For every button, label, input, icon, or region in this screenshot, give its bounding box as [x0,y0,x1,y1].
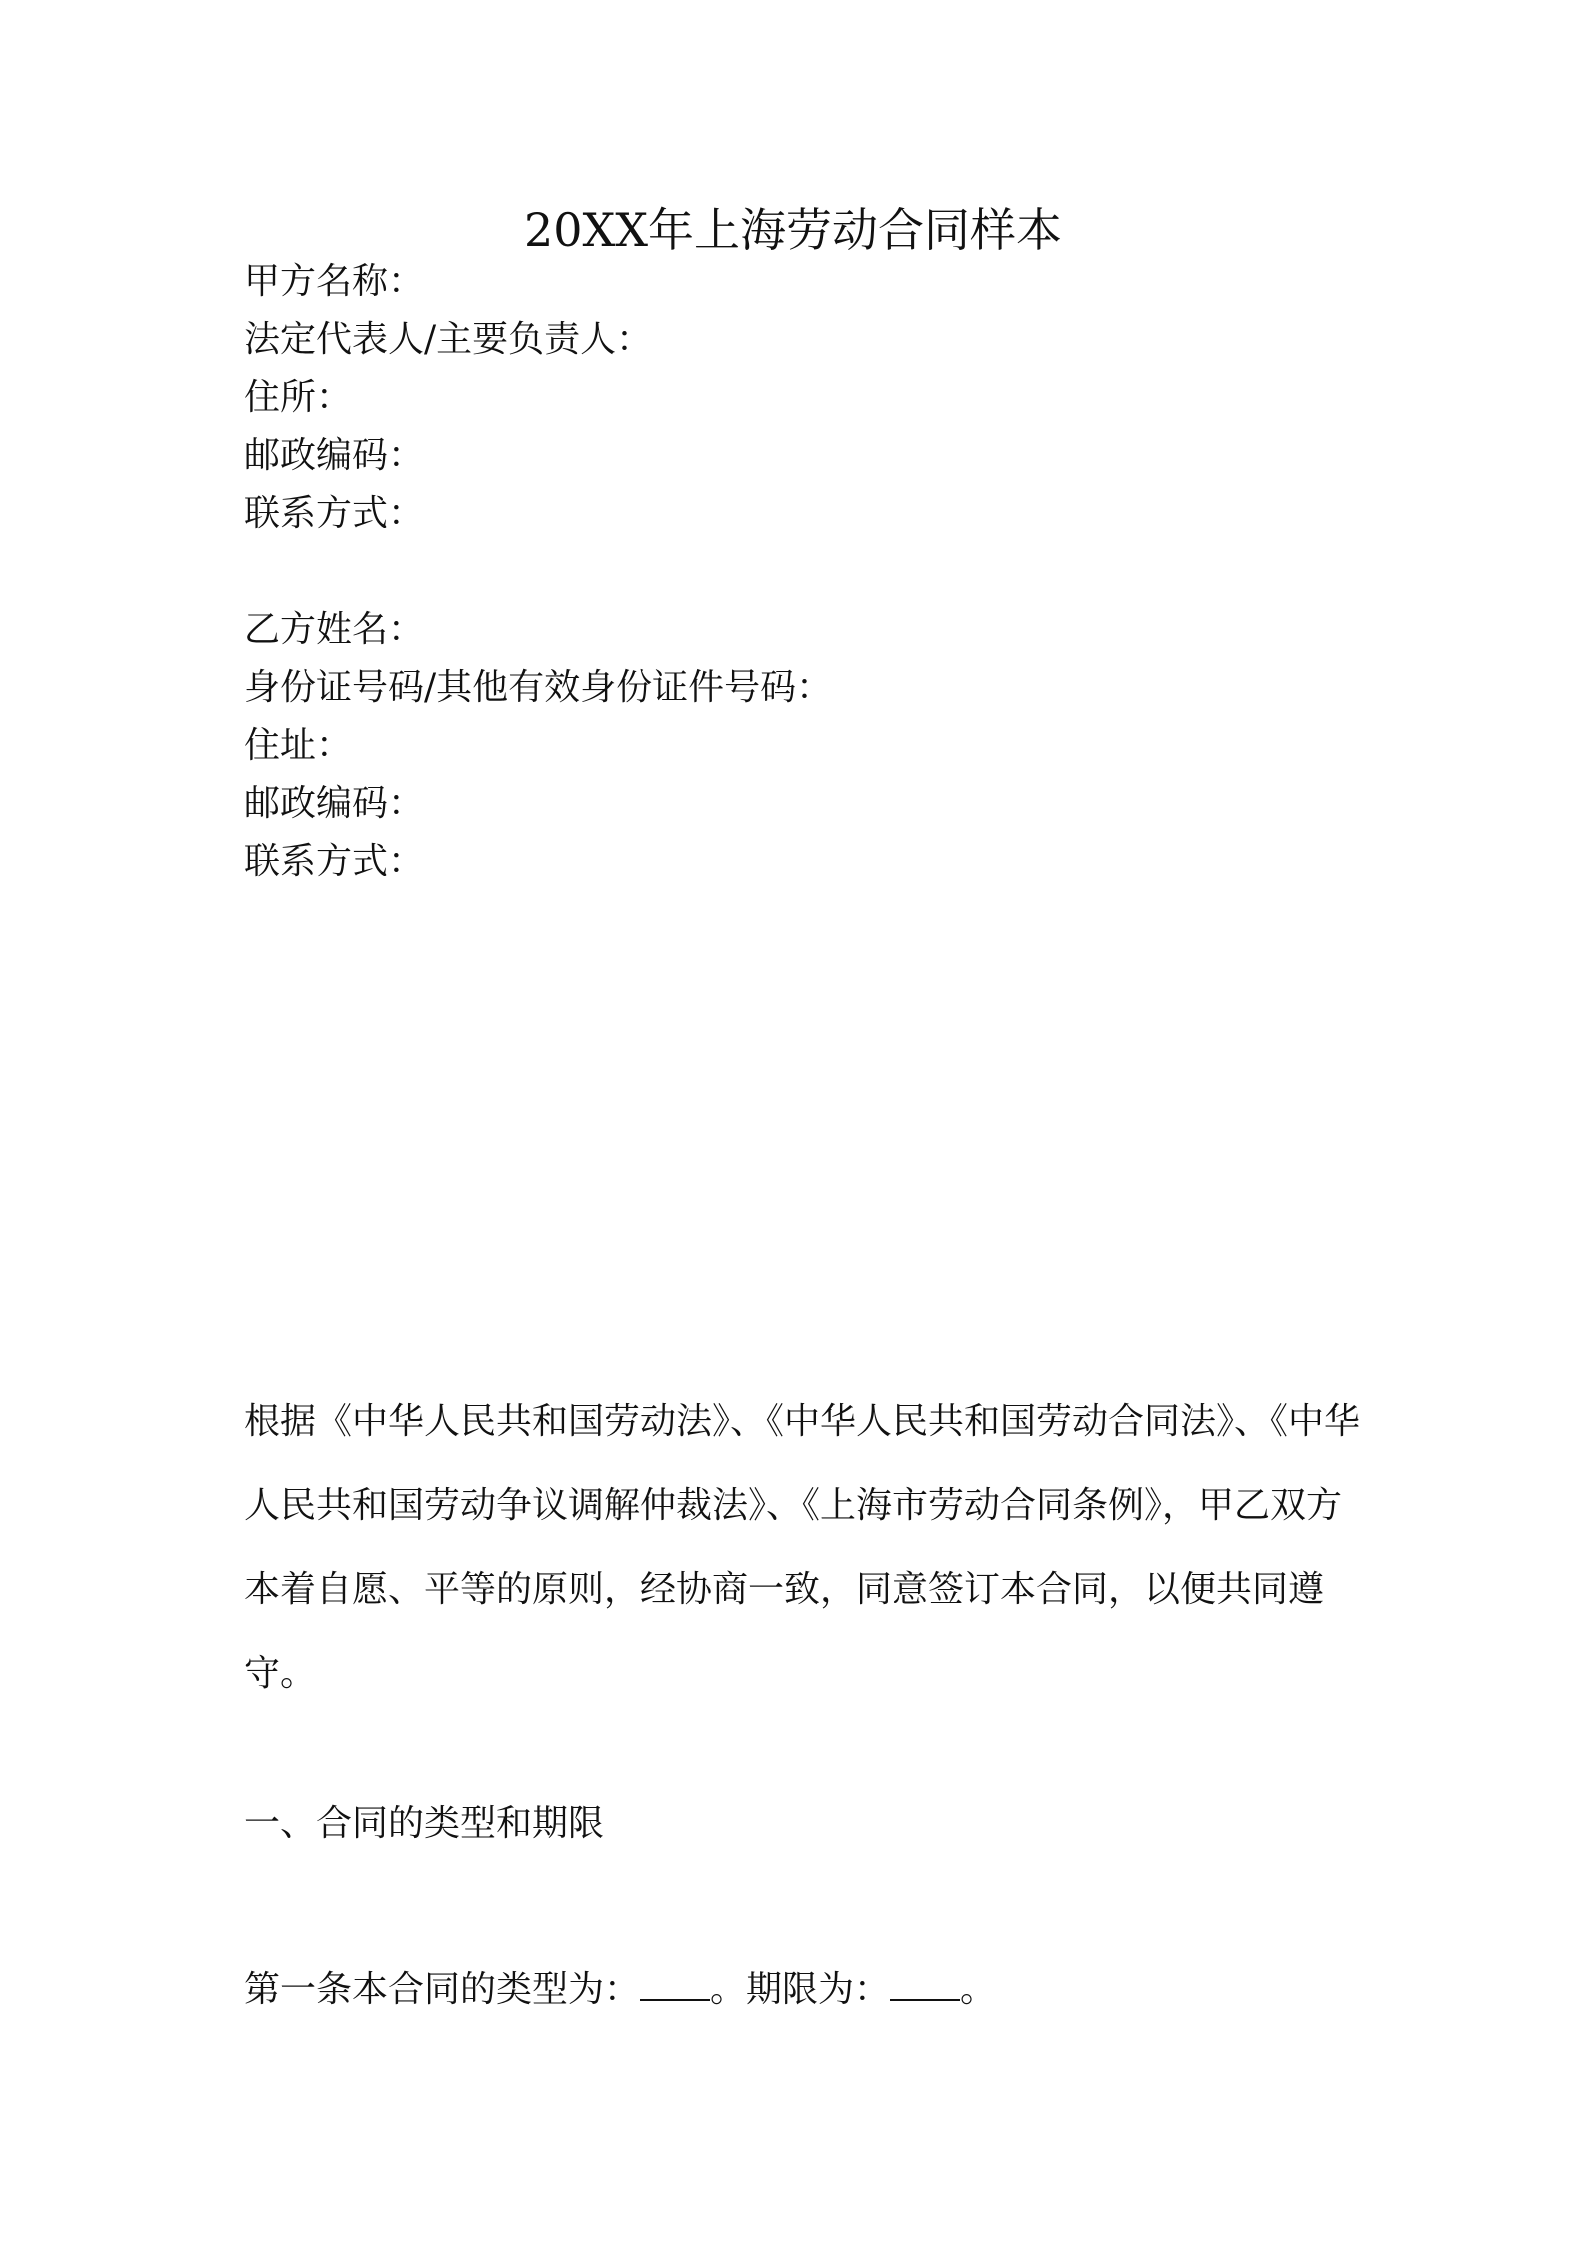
party-a-contact-label: 联系方式： [244,493,425,534]
preamble-paragraph: 根据《中华人民共和国劳动法》、《中华人民共和国劳动合同法》、《中华人民共和国劳动争议调解仲裁法》、《上海市劳动合同条例》，甲乙双方本着自愿、平等的原则，经协商一致，同意签订本合同，以便共同遵守。 [244,1401,1361,1694]
article-1 [244,1966,996,2014]
document-title: 20XX年上海劳动合同样本 [523,203,1063,257]
party-a-residence-label: 住所： [244,377,353,418]
article-1-type-label: 第一条本合同的类型为： [244,1969,641,2010]
party-b-postal-label: 邮政编码： [244,783,425,824]
contract-term-blank [890,1969,960,2001]
section-heading-contract-type: 一、合同的类型和期限 [244,1803,605,1844]
party-a-postal-label: 邮政编码： [244,435,425,476]
party-b-address-label: 住址： [244,725,353,766]
article-1-end: 。 [960,1969,997,2010]
party-a-name-label: 甲方名称： [244,261,425,302]
party-b-name-label: 乙方姓名： [244,609,425,650]
party-b-contact-label: 联系方式： [244,841,425,882]
party-b-id-label: 身份证号码/其他有效身份证件号码： [244,667,833,708]
contract-type-blank [640,1969,710,2001]
party-a-representative-label: 法定代表人/主要负责人： [244,319,653,360]
article-1-term-label: 。期限为： [710,1969,891,2010]
